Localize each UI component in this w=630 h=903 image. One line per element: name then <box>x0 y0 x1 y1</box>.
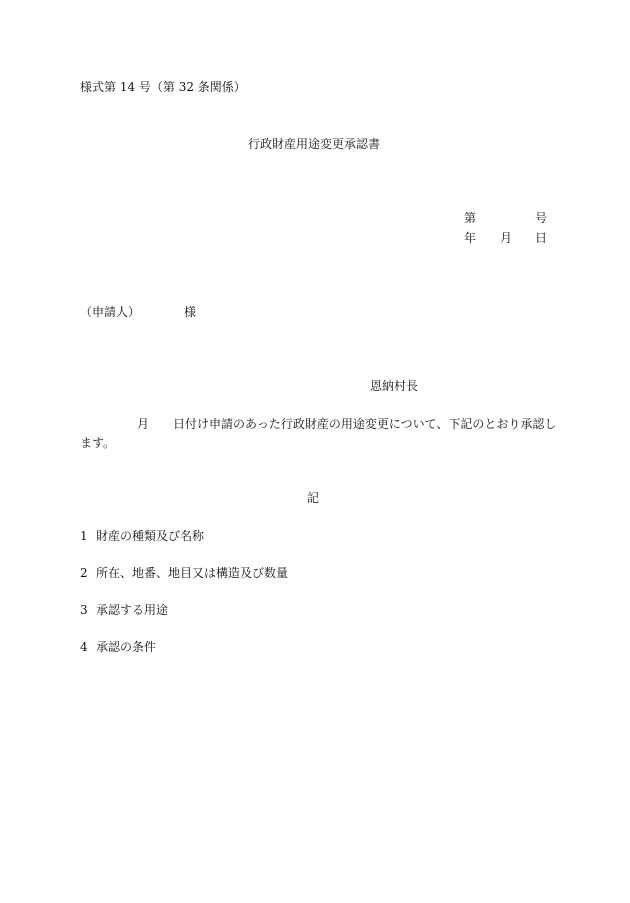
form-number: 様式第 14 号（第 32 条関係） <box>80 80 246 94</box>
body-text-continuation: ます。 <box>80 436 116 450</box>
applicant-label: （申請人） <box>80 305 141 319</box>
date-day-label: 日 <box>535 231 548 245</box>
item-number: 1 <box>80 529 88 543</box>
date-month-label: 月 <box>500 231 513 245</box>
item-number: 2 <box>80 566 88 580</box>
applicant-honorific: 様 <box>184 305 197 319</box>
issuer-name: 恩納村長 <box>370 379 419 393</box>
list-item <box>80 640 156 654</box>
item-label: 所在、地番、地目又は構造及び数量 <box>96 566 289 580</box>
body-month-label: 月 <box>137 417 150 431</box>
document-title: 行政財産用途変更承認書 <box>248 137 381 151</box>
list-item <box>80 603 168 617</box>
list-item <box>80 529 204 543</box>
date-year-label: 年 <box>464 231 477 245</box>
item-label: 承認する用途 <box>96 603 169 617</box>
doc-number-prefix: 第 <box>464 211 477 225</box>
item-number: 3 <box>80 603 88 617</box>
doc-number-suffix: 号 <box>535 211 548 225</box>
list-item <box>80 566 288 580</box>
item-label: 承認の条件 <box>96 640 157 654</box>
item-number: 4 <box>80 640 88 654</box>
item-label: 財産の種類及び名称 <box>96 529 205 543</box>
body-text: 日付け申請のあった行政財産の用途変更について、下記のとおり承認し <box>173 417 557 431</box>
ki-heading: 記 <box>307 491 320 505</box>
